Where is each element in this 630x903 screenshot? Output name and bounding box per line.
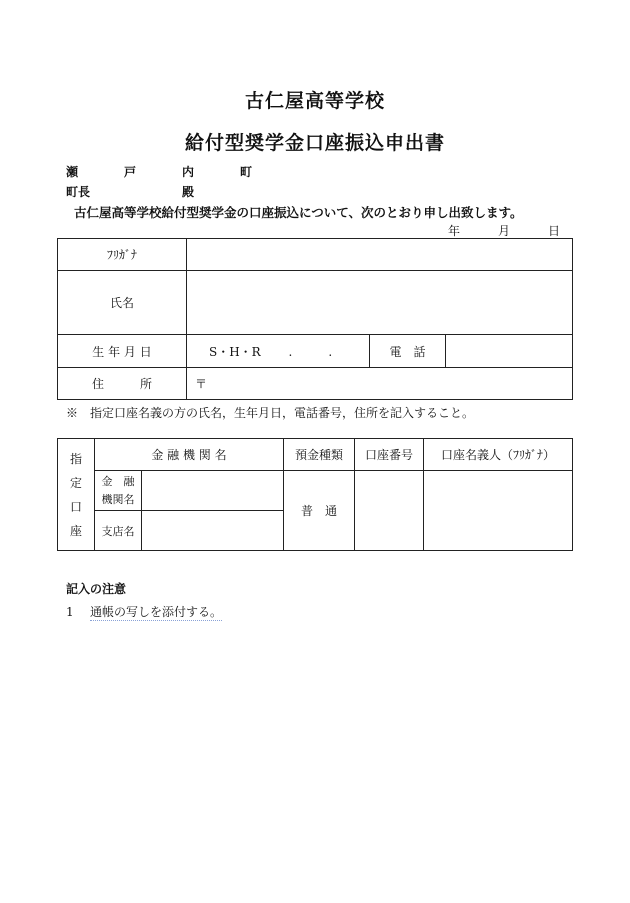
addressee-honorific: 殿 (182, 185, 195, 199)
side-label-char: 口 (69, 499, 82, 514)
school-name: 古仁屋高等学校 (244, 90, 385, 112)
dob-label: 生 年 月 日 (58, 335, 187, 368)
account-holder-header: 口座名義人（ﾌﾘｶﾞﾅ） (424, 439, 573, 471)
bank-label (95, 471, 142, 511)
phone-field[interactable] (446, 335, 573, 368)
account-number-header: 口座番号 (355, 439, 424, 471)
intro-text: 古仁屋高等学校給付型奨学金の口座振込について、次のとおり申し出致します。 (74, 205, 523, 220)
item-number: 1 (66, 605, 74, 619)
phone-label: 電 話 (370, 335, 446, 368)
address-field[interactable]: 〒 (187, 368, 573, 400)
deposit-type-header: 預金種類 (284, 439, 355, 471)
bank-label-line1: 金 融 (101, 474, 135, 488)
addressee-line-2 (66, 183, 194, 200)
addressee-title: 町長 (66, 185, 91, 199)
designated-account-label (58, 439, 95, 551)
bank-name-field[interactable] (142, 471, 284, 511)
date-line (448, 222, 560, 239)
dob-field[interactable]: S・H・R . . (187, 335, 370, 368)
form-title: 給付型奨学金口座振込申出書 (184, 132, 445, 154)
name-field[interactable] (187, 271, 573, 335)
account-number-field[interactable] (355, 471, 424, 551)
name-label: 氏名 (58, 271, 187, 335)
applicant-table (57, 238, 573, 400)
instructions-title: 記入の注意 (66, 582, 127, 596)
side-label-char: 座 (69, 523, 82, 538)
branch-label: 支店名 (95, 511, 142, 551)
deposit-type-field[interactable]: 普 通 (284, 471, 355, 551)
instructions-item (66, 603, 222, 620)
account-holder-field[interactable] (424, 471, 573, 551)
date-month-label: 月 (498, 224, 511, 238)
addressee-char: 瀬 (66, 165, 79, 179)
furigana-label: ﾌﾘｶﾞﾅ (58, 239, 187, 271)
date-year-label: 年 (448, 224, 461, 238)
furigana-field[interactable] (187, 239, 573, 271)
addressee-line-1 (66, 163, 252, 180)
side-label-char: 指 (69, 451, 82, 466)
side-label-char: 定 (69, 475, 82, 490)
addressee-char: 町 (240, 165, 253, 179)
date-day-label: 日 (548, 224, 561, 238)
bank-name-header: 金 融 機 関 名 (95, 439, 284, 471)
addressee-char: 内 (182, 165, 195, 179)
address-label: 住 所 (58, 368, 187, 400)
account-table (57, 438, 573, 551)
bank-label-line2: 機関名 (101, 492, 135, 506)
item-text: 通帳の写しを添付する。 (90, 605, 223, 619)
addressee-char: 戸 (124, 165, 137, 179)
instruction-note: ※ 指定口座名義の方の氏名，生年月日，電話番号，住所を記入すること。 (66, 406, 475, 420)
branch-name-field[interactable] (142, 511, 284, 551)
